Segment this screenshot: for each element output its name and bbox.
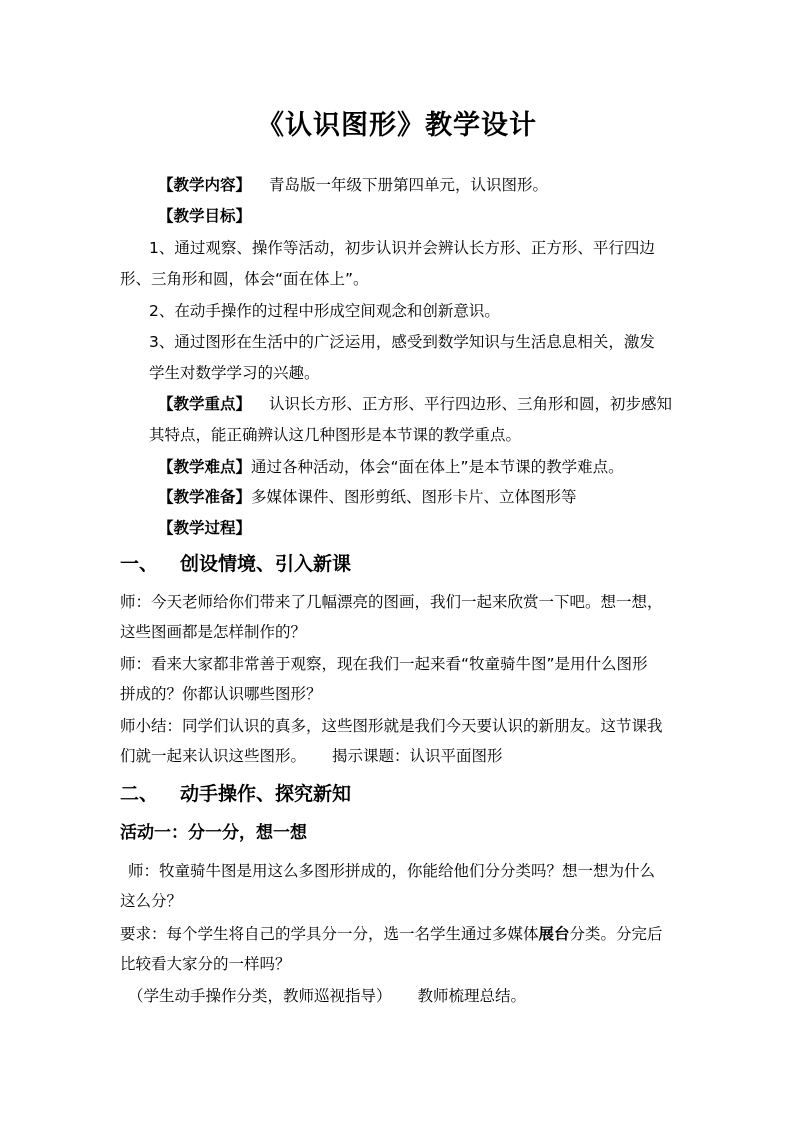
- section-1-p3-line-1: 师小结：同学们认识的真多，这些图形就是我们今天要认识的新朋友。这节课我: [120, 717, 663, 735]
- activity-1-title: 活动一：分一分，想一想: [120, 823, 307, 843]
- section-2-p1-line-2: 这么分？: [120, 892, 183, 910]
- section-1-p3-line-2: [120, 749, 503, 765]
- goal-1-line-2: 形、三角形和圆，体会“面在体上”。: [120, 270, 369, 288]
- section-2-display-stand: 展台: [538, 925, 570, 943]
- teaching-content: [158, 178, 548, 194]
- section-2-title: 动手操作、探究新知: [180, 783, 352, 805]
- document-title: 《认识图形》教学设计: [257, 110, 537, 141]
- section-2-number: 二、: [120, 783, 159, 805]
- section-1-p1-line-1: 师：今天老师给你们带来了几幅漂亮的图画，我们一起来欣赏一下吧。想一想，: [120, 593, 663, 611]
- section-1-p1-line-2: 这些图画都是怎样制作的？: [120, 623, 307, 641]
- teaching-goals-label: 【教学目标】: [158, 207, 252, 225]
- goal-3-line-2: 学生对数学学习的兴趣。: [149, 364, 320, 382]
- section-1-topic-reveal: 揭示课题：认识平面图形: [332, 747, 503, 765]
- section-2-teacher-summary: 教师梳理总结。: [417, 987, 527, 1005]
- goal-1-line-1: 1、通过观察、操作等活动，初步认识并会辨认长方形、正方形、平行四边: [149, 239, 655, 257]
- section-1-p3-text: 们就一起来认识这些图形。: [120, 747, 307, 765]
- goal-3-line-1: 3、通过图形在生活中的广泛运用，感受到数学知识与生活息息相关，激发: [149, 333, 655, 351]
- key-points-line-2: 其特点，能正确辨认这几种图形是本节课的教学重点。: [149, 426, 522, 444]
- section-2-requirement-text: 要求：每个学生将自己的学具分一分，选一名学生通过多媒体: [120, 925, 539, 943]
- section-1-p2-line-1: 师：看来大家都非常善于观察，现在我们一起来看“牧童骑牛图”是用什么图形: [120, 655, 648, 673]
- section-2-student-activity: （学生动手操作分类，教师巡视指导）: [128, 987, 392, 1005]
- section-1-p2-line-2: 拼成的？你都认识哪些图形？: [120, 685, 322, 703]
- section-2-p2-line-1: [120, 927, 663, 943]
- key-points-text: 认识长方形、正方形、平行四边形、三角形和圆，初步感知: [269, 395, 673, 413]
- difficulties-label: 【教学难点】: [158, 458, 252, 476]
- section-1-title: 创设情境、引入新课: [180, 553, 352, 575]
- section-2-p3: [128, 989, 526, 1005]
- process-label: 【教学过程】: [158, 519, 252, 537]
- preparation: [158, 490, 577, 506]
- section-2-requirement-tail: 分类。分完后: [569, 925, 663, 943]
- teaching-content-text: 青岛版一年级下册第四单元，认识图形。: [269, 176, 549, 194]
- section-1-number: 一、: [120, 553, 159, 575]
- section-2-heading: [120, 785, 351, 804]
- preparation-text: 多媒体课件、图形剪纸、图形卡片、立体图形等: [251, 488, 577, 506]
- difficulties-text: 通过各种活动，体会“面在体上”是本节课的教学难点。: [251, 458, 624, 476]
- key-points-line-1: [158, 397, 672, 413]
- teaching-content-label: 【教学内容】: [158, 176, 252, 194]
- key-points-label: 【教学重点】: [158, 395, 252, 413]
- section-1-heading: [120, 555, 351, 574]
- preparation-label: 【教学准备】: [158, 488, 252, 506]
- difficulties: [158, 460, 624, 476]
- goal-2: 2、在动手操作的过程中形成空间观念和创新意识。: [149, 302, 500, 320]
- section-2-p2-line-2: 比较看大家分的一样吗？: [120, 955, 291, 973]
- section-2-p1-line-1: 师：牧童骑牛图是用这么多图形拼成的，你能给他们分分类吗？想一想为什么: [128, 862, 656, 880]
